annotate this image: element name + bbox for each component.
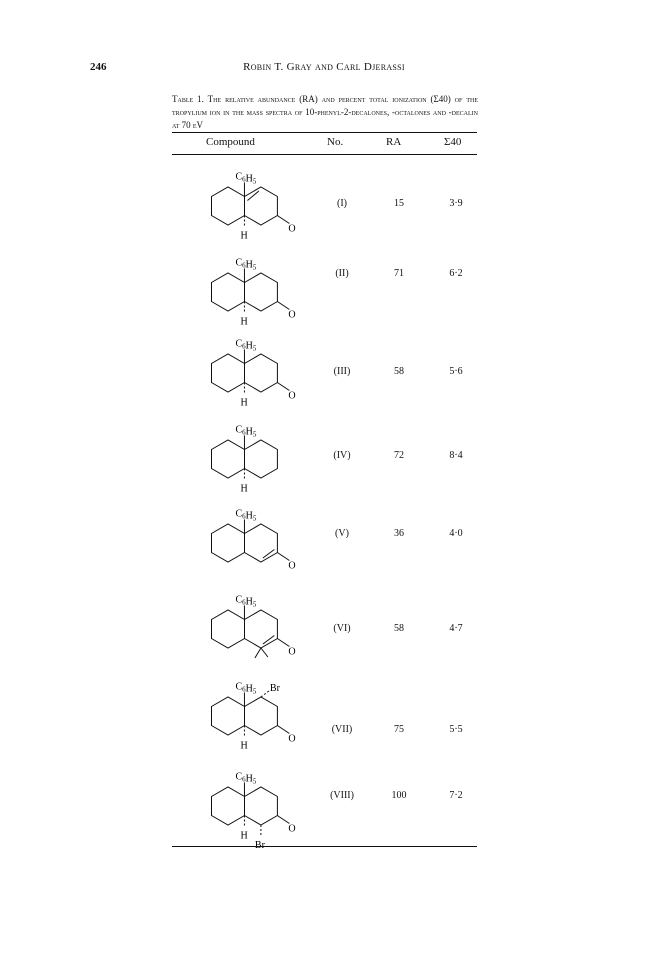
hydrogen-label: H	[240, 316, 248, 328]
methyl-bond	[261, 648, 268, 657]
ring-right	[245, 440, 278, 478]
hydrogen-label: H	[240, 830, 248, 842]
percent-ionization: 8·4	[449, 450, 463, 461]
ring-left	[212, 697, 245, 735]
oxygen-label: O	[288, 646, 296, 658]
structure-diagram	[190, 760, 310, 852]
carbonyl-bond	[277, 383, 289, 391]
phenyl-label: $C_6H_5$	[235, 257, 257, 272]
percent-ionization: 5·6	[449, 366, 463, 377]
compound-structure	[190, 670, 310, 767]
phenyl-label: $C_6H_5$	[235, 424, 257, 439]
oxygen-label: O	[288, 823, 296, 835]
hydrogen-label: H	[240, 483, 248, 495]
table-header-rule	[172, 154, 477, 155]
compound-structure	[190, 497, 310, 594]
relative-abundance: 71	[394, 268, 404, 279]
percent-ionization: 6·2	[449, 268, 463, 279]
percent-ionization: 3·9	[449, 198, 463, 209]
ring-right	[245, 354, 278, 392]
ring-left	[212, 787, 245, 825]
bromine-bond	[261, 691, 269, 697]
running-head: Robin T. Gray and Carl Djerassi	[243, 61, 405, 73]
table-row	[0, 497, 648, 587]
structure-diagram	[190, 583, 310, 675]
percent-ionization: 7·2	[449, 790, 463, 801]
phenyl-label: $C_6H_5$	[235, 171, 257, 186]
relative-abundance: 15	[394, 198, 404, 209]
compound-structure	[190, 160, 310, 257]
percent-ionization: 4·0	[449, 528, 463, 539]
bromine-label: Br	[269, 683, 280, 694]
methyl-bond	[255, 648, 261, 658]
caption-text: The relative abundance (RA) and percent total ionization (Σ40) of the tropylium ion in the mass spectra of 10-phenyl-2-decalones, -octalones and -decalin at 70 eV	[172, 94, 478, 130]
ring-right	[245, 697, 278, 735]
column-header-no: No.	[327, 136, 344, 148]
compound-structure	[190, 583, 310, 680]
structure-diagram	[190, 327, 310, 419]
compound-structure	[190, 413, 310, 510]
compound-number: (VIII)	[330, 790, 354, 801]
structure-diagram	[190, 246, 310, 338]
phenyl-label: $C_6H_5$	[235, 594, 257, 609]
double-bond	[263, 636, 274, 645]
relative-abundance: 72	[394, 450, 404, 461]
ring-right	[245, 787, 278, 825]
column-header-sigma: Σ40	[444, 136, 462, 148]
phenyl-label: $C_6H_5$	[235, 338, 257, 353]
table-row	[0, 327, 648, 417]
relative-abundance: 36	[394, 528, 404, 539]
hydrogen-label: H	[240, 230, 248, 242]
carbonyl-bond	[277, 216, 289, 224]
oxygen-label: O	[288, 390, 296, 402]
phenyl-label: $C_6H_5$	[235, 771, 257, 786]
carbonyl-bond	[277, 726, 289, 734]
table-row	[0, 583, 648, 673]
table-row	[0, 760, 648, 850]
table-row	[0, 670, 648, 760]
compound-number: (IV)	[333, 450, 351, 461]
table-row	[0, 413, 648, 503]
column-header-compound: Compound	[206, 136, 255, 148]
bromine-label: Br	[254, 840, 265, 851]
column-header-ra: RA	[386, 136, 402, 148]
compound-number: (III)	[333, 366, 351, 377]
ring-right	[245, 187, 278, 225]
percent-ionization: 5·5	[449, 724, 463, 735]
compound-structure	[190, 327, 310, 424]
hydrogen-label: H	[240, 740, 248, 752]
compound-structure	[190, 760, 310, 857]
compound-number: (VII)	[331, 724, 353, 735]
table-top-rule	[172, 132, 477, 133]
oxygen-label: O	[288, 733, 296, 745]
ring-right	[245, 610, 278, 648]
carbonyl-bond	[277, 302, 289, 310]
carbonyl-bond	[277, 816, 289, 824]
ring-left	[212, 187, 245, 225]
structure-diagram	[190, 413, 310, 505]
relative-abundance: 58	[394, 623, 404, 634]
structure-diagram	[190, 497, 310, 589]
ring-left	[212, 440, 245, 478]
ring-right	[245, 273, 278, 311]
oxygen-label: O	[288, 560, 296, 572]
hydrogen-label: H	[240, 397, 248, 409]
ring-left	[212, 273, 245, 311]
relative-abundance: 75	[394, 724, 404, 735]
compound-number: (V)	[335, 528, 349, 539]
compound-number: (II)	[335, 268, 349, 279]
page-number: 246	[90, 61, 107, 73]
table-bottom-rule	[172, 846, 477, 847]
compound-number: (I)	[337, 198, 347, 209]
caption-label: Table 1.	[172, 94, 204, 104]
compound-number: (VI)	[333, 623, 351, 634]
ring-left	[212, 354, 245, 392]
page-header	[0, 61, 648, 77]
phenyl-label: $C_6H_5$	[235, 681, 257, 696]
percent-ionization: 4·7	[449, 623, 463, 634]
phenyl-label: $C_6H_5$	[235, 508, 257, 523]
relative-abundance: 100	[391, 790, 407, 801]
oxygen-label: O	[288, 309, 296, 321]
structure-diagram	[190, 670, 310, 762]
table-row	[0, 246, 648, 336]
table-caption	[172, 93, 478, 132]
table-row	[0, 160, 648, 250]
ring-left	[212, 524, 245, 562]
carbonyl-bond	[277, 639, 289, 647]
ring-right	[245, 524, 278, 562]
carbonyl-bond	[277, 553, 289, 561]
ring-left	[212, 610, 245, 648]
double-bond	[263, 550, 274, 559]
oxygen-label: O	[288, 223, 296, 235]
structure-diagram	[190, 160, 310, 252]
double-bond	[247, 191, 258, 201]
relative-abundance: 58	[394, 366, 404, 377]
